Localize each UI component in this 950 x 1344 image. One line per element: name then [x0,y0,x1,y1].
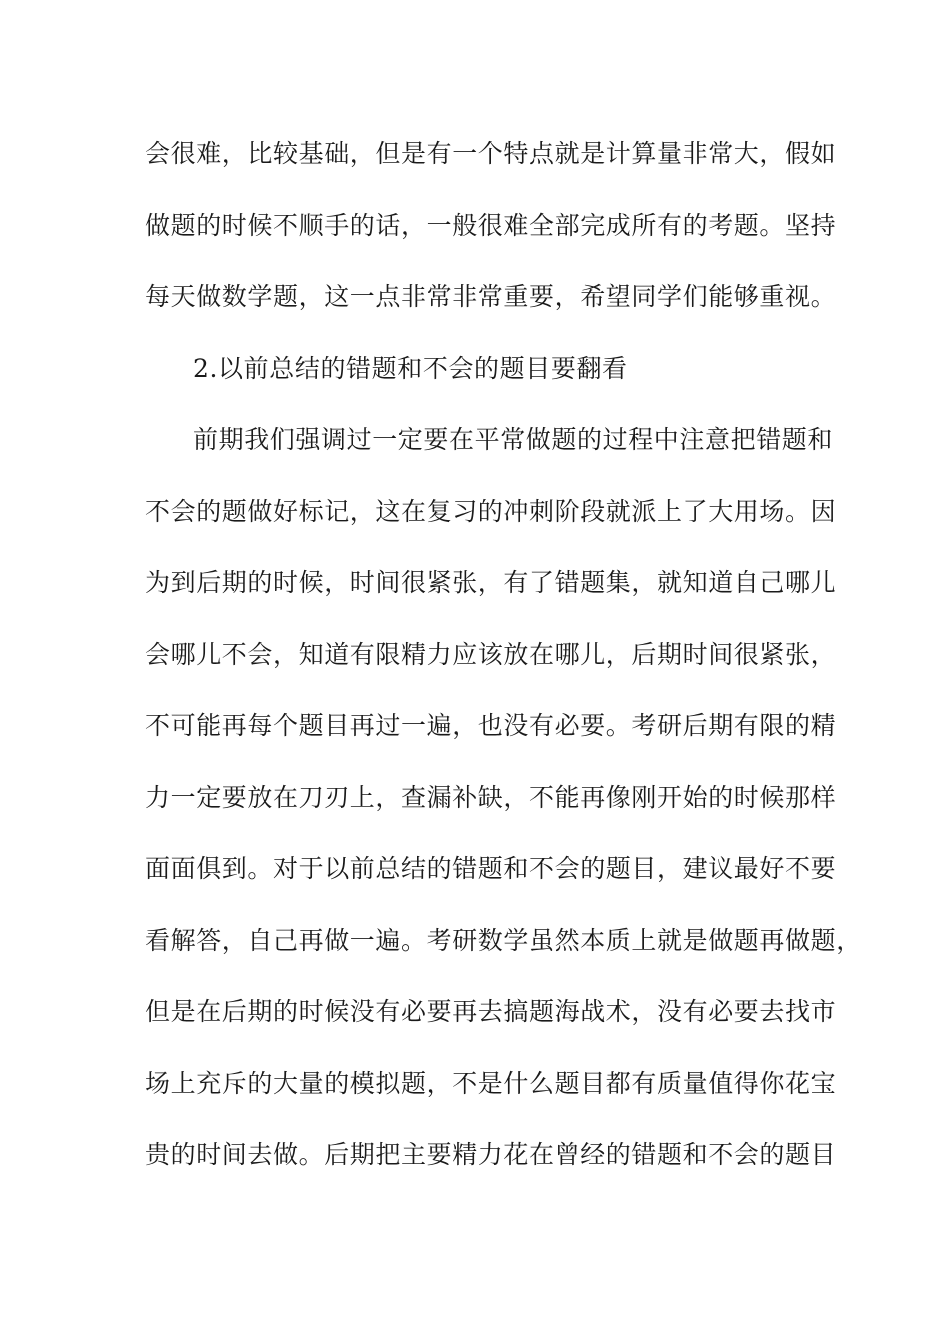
text-line: 会哪儿不会，知道有限精力应该放在哪儿，后期时间很紧张， [145,639,837,669]
text-line: 但是在后期的时候没有必要再去搞题海战术，没有必要去找市 [145,997,837,1026]
text-line: 前期我们强调过一定要在平常做题的过程中注意把错题和 [193,425,834,454]
text-line: 场上充斥的大量的模拟题，不是什么题目都有质量值得你花宝 [145,1068,837,1098]
text-line: 力一定要放在刀刃上，查漏补缺，不能再像刚开始的时候那样 [145,782,837,812]
text-line: 会很难，比较基础，但是有一个特点就是计算量非常大，假如 [145,139,837,168]
text-line: 不可能再每个题目再过一遍，也没有必要。考研后期有限的精 [145,711,837,740]
text-line: 为到后期的时候，时间很紧张，有了错题集，就知道自己哪儿 [145,568,837,597]
text-line: 每天做数学题，这一点非常非常重要，希望同学们能够重视。 [145,282,837,311]
text-line: 贵的时间去做。后期把主要精力花在曾经的错题和不会的题目 [145,1140,837,1169]
text-line: 不会的题做好标记，这在复习的冲刺阶段就派上了大用场。因 [145,496,837,526]
text-line: 面面俱到。对于以前总结的错题和不会的题目，建议最好不要 [145,854,837,883]
body-text [145,132,862,1205]
text-line: 看解答，自己再做一遍。考研数学虽然本质上就是做题再做题， [145,925,862,955]
section-heading: 2.以前总结的错题和不会的题目要翻看 [193,353,628,383]
text-line: 做题的时候不顺手的话，一般很难全部完成所有的考题。坚持 [145,210,837,240]
